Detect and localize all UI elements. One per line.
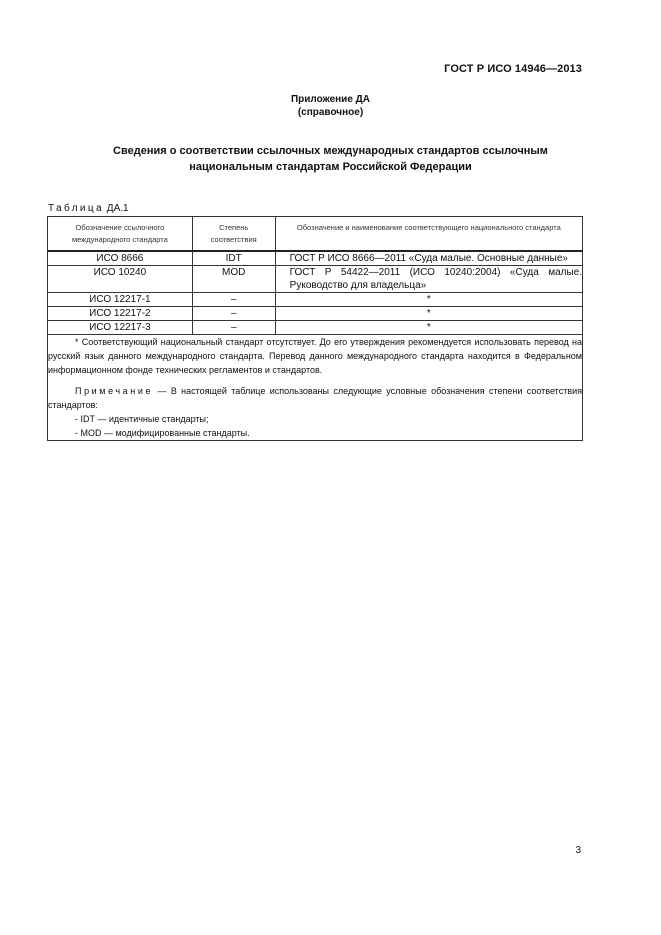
cell-degree: MOD	[192, 266, 275, 293]
page-number: 3	[575, 845, 581, 856]
header-national-standard: Обозначение и наименование соответствующего национального стандарта	[275, 217, 582, 252]
cell-degree: –	[192, 307, 275, 321]
header-intl-standard: Обозначение ссылочного международного стандарта	[48, 217, 193, 252]
note-item-mod: - MOD — модифицированные стандарты.	[75, 428, 250, 438]
cell-degree: –	[192, 321, 275, 335]
table-footer	[48, 335, 583, 441]
table-caption-id: ДА.1	[106, 203, 129, 214]
table-header-row	[48, 217, 583, 252]
appendix-title: Приложение ДА	[290, 94, 371, 105]
section-title-line-2: национальным стандартам Российской Федерации	[189, 161, 472, 173]
standards-table	[47, 216, 583, 441]
table-row	[48, 307, 583, 321]
section-title	[60, 143, 601, 175]
cell-national: *	[275, 321, 582, 335]
table-row	[48, 293, 583, 307]
cell-degree: IDT	[192, 251, 275, 266]
appendix-subtitle: (справочное)	[297, 107, 364, 118]
appendix-heading	[0, 93, 661, 119]
note-label: Примечание	[75, 386, 154, 396]
cell-intl: ИСО 12217-2	[48, 307, 193, 321]
cell-national	[275, 266, 582, 293]
cell-intl: ИСО 10240	[48, 266, 193, 293]
table-row	[48, 266, 583, 293]
table-footnote: * Соответствующий национальный стандарт отсутствует. До его утверждения рекомендуется использовать перевод на русский язык данного международного стандарта. Перевод данного международного стандарта находится в Федеральном информационном фонде технических регламентов и стандартов.	[48, 337, 582, 375]
cell-intl: ИСО 12217-3	[48, 321, 193, 335]
table-caption-word: Таблица	[48, 203, 105, 214]
cell-intl: ИСО 12217-1	[48, 293, 193, 307]
cell-national: *	[275, 307, 582, 321]
note-item-idt: - IDT — идентичные стандарты;	[75, 414, 209, 424]
cell-national: *	[275, 293, 582, 307]
note-text: — В настоящей таблице использованы следующие условные обозначения степени соответствия стандартов:	[48, 386, 582, 410]
table-caption	[48, 203, 129, 214]
cell-intl: ИСО 8666	[48, 251, 193, 266]
document-code: ГОСТ Р ИСО 14946—2013	[444, 63, 582, 75]
cell-national-text: ГОСТ Р 54422—2011 (ИСО 10240:2004) «Суда малые. Руководство для владельца»	[289, 267, 582, 291]
cell-degree: –	[192, 293, 275, 307]
table-note	[48, 384, 582, 412]
cell-national	[275, 251, 582, 266]
cell-national-text: ГОСТ Р ИСО 8666—2011 «Суда малые. Основные данные»	[289, 253, 568, 264]
table-row	[48, 251, 583, 266]
header-degree: Степень соответствия	[192, 217, 275, 252]
table-footer-row	[48, 335, 583, 441]
table-row	[48, 321, 583, 335]
section-title-line-1: Сведения о соответствии ссылочных международных стандартов ссылочным	[113, 145, 548, 157]
